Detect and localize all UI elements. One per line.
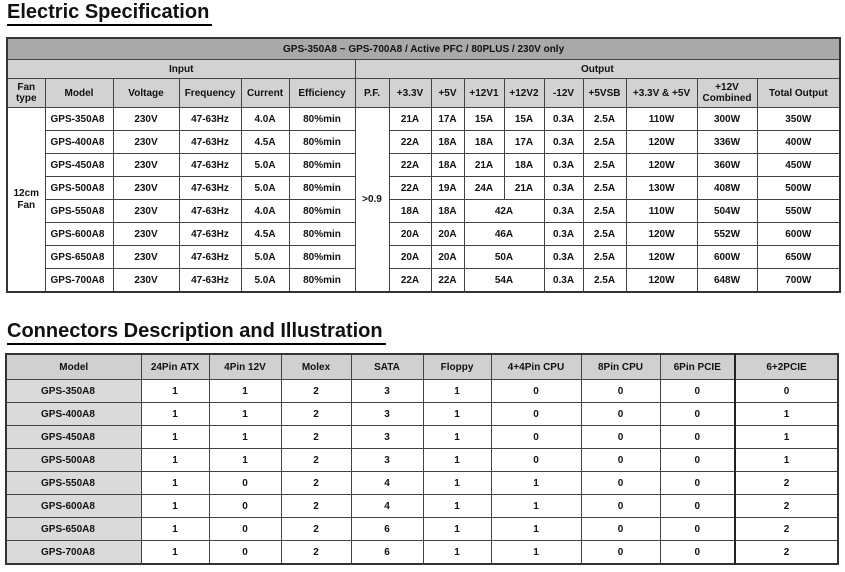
v12-combined-cell: 504W [697,200,757,223]
connector-count-cell: 2 [281,403,351,426]
voltage-cell: 230V [113,108,179,131]
v12-combined-cell: 648W [697,269,757,293]
connector-header: SATA [351,354,423,380]
connector-count-cell: 0 [209,495,281,518]
connectors-column-headers [6,354,838,380]
connector-count-cell: 1 [141,449,209,472]
spec-row [7,223,840,246]
v33-cell: 21A [389,108,431,131]
spec-header: +12V1 [464,79,504,108]
frequency-cell: 47-63Hz [179,269,241,293]
v12-2-cell: 15A [504,108,544,131]
voltage-cell: 230V [113,223,179,246]
connector-count-cell: 0 [581,518,660,541]
total-output-cell: 350W [757,108,840,131]
connector-count-cell: 0 [581,403,660,426]
connector-model-cell: GPS-700A8 [6,541,141,565]
connector-count-cell: 2 [281,472,351,495]
v5sb-cell: 2.5A [583,200,626,223]
voltage-cell: 230V [113,269,179,293]
connector-count-cell: 2 [735,541,838,565]
v12-combined-rail-cell: 50A [464,246,544,269]
total-output-cell: 600W [757,223,840,246]
connector-count-cell: 0 [491,426,581,449]
connector-row [6,426,838,449]
efficiency-cell: 80%min [289,131,355,154]
v33-cell: 22A [389,269,431,293]
spec-row [7,108,840,131]
v5-cell: 18A [431,131,464,154]
connector-model-cell: GPS-600A8 [6,495,141,518]
spec-banner: GPS-350A8 ~ GPS-700A8 / Active PFC / 80PLUS / 230V only [7,38,840,60]
connector-header: 4Pin 12V [209,354,281,380]
connector-count-cell: 1 [423,541,491,565]
spec-header: -12V [544,79,583,108]
connector-count-cell: 1 [141,518,209,541]
v5-cell: 20A [431,246,464,269]
connector-count-cell: 0 [660,403,735,426]
connector-header: 4+4Pin CPU [491,354,581,380]
connector-count-cell: 2 [281,541,351,565]
connector-header: 6+2PCIE [735,354,838,380]
connector-count-cell: 4 [351,495,423,518]
connector-count-cell: 1 [735,426,838,449]
spec-header: +3.3V & +5V [626,79,697,108]
v12-1-cell: 18A [464,131,504,154]
connector-count-cell: 0 [491,449,581,472]
connector-count-cell: 1 [423,426,491,449]
total-output-cell: 700W [757,269,840,293]
current-cell: 5.0A [241,246,289,269]
v5sb-cell: 2.5A [583,108,626,131]
spec-header: Total Output [757,79,840,108]
connector-count-cell: 0 [491,403,581,426]
model-cell: GPS-400A8 [45,131,113,154]
voltage-cell: 230V [113,154,179,177]
efficiency-cell: 80%min [289,200,355,223]
connector-count-cell: 1 [491,541,581,565]
connector-count-cell: 0 [581,380,660,403]
v5sb-cell: 2.5A [583,154,626,177]
model-cell: GPS-550A8 [45,200,113,223]
connector-count-cell: 1 [141,541,209,565]
neg12-cell: 0.3A [544,154,583,177]
neg12-cell: 0.3A [544,108,583,131]
spec-column-headers [7,79,840,108]
connector-count-cell: 0 [581,472,660,495]
connector-count-cell: 2 [281,495,351,518]
v33-v5-cell: 120W [626,131,697,154]
connector-count-cell: 0 [581,449,660,472]
connector-count-cell: 1 [423,518,491,541]
v33-cell: 22A [389,154,431,177]
electric-spec-table [6,37,841,293]
connector-count-cell: 0 [660,472,735,495]
spec-header: Model [45,79,113,108]
v33-v5-cell: 130W [626,177,697,200]
v12-2-cell: 17A [504,131,544,154]
connector-header: 6Pin PCIE [660,354,735,380]
efficiency-cell: 80%min [289,154,355,177]
spec-header: P.F. [355,79,389,108]
connector-count-cell: 1 [141,472,209,495]
connector-count-cell: 1 [141,426,209,449]
v33-cell: 22A [389,131,431,154]
total-output-cell: 450W [757,154,840,177]
current-cell: 4.0A [241,108,289,131]
v5sb-cell: 2.5A [583,269,626,293]
connector-count-cell: 1 [141,403,209,426]
v5sb-cell: 2.5A [583,177,626,200]
spec-header: +12V2 [504,79,544,108]
connector-model-cell: GPS-650A8 [6,518,141,541]
connector-count-cell: 2 [281,380,351,403]
v5sb-cell: 2.5A [583,223,626,246]
connector-count-cell: 1 [209,403,281,426]
efficiency-cell: 80%min [289,269,355,293]
connector-count-cell: 0 [660,449,735,472]
connector-header: 24Pin ATX [141,354,209,380]
neg12-cell: 0.3A [544,223,583,246]
spec-header: Current [241,79,289,108]
v12-combined-cell: 336W [697,131,757,154]
spec-header: +5V [431,79,464,108]
v12-combined-rail-cell: 42A [464,200,544,223]
v12-combined-cell: 600W [697,246,757,269]
current-cell: 5.0A [241,154,289,177]
v33-v5-cell: 120W [626,223,697,246]
connector-count-cell: 2 [281,449,351,472]
connector-count-cell: 0 [209,518,281,541]
efficiency-cell: 80%min [289,177,355,200]
connector-count-cell: 0 [581,495,660,518]
neg12-cell: 0.3A [544,269,583,293]
v12-2-cell: 21A [504,177,544,200]
v33-v5-cell: 110W [626,108,697,131]
connector-count-cell: 1 [209,426,281,449]
neg12-cell: 0.3A [544,177,583,200]
connector-row [6,380,838,403]
connector-count-cell: 0 [660,495,735,518]
model-cell: GPS-450A8 [45,154,113,177]
connector-count-cell: 1 [209,380,281,403]
connector-count-cell: 1 [491,472,581,495]
connector-header: Molex [281,354,351,380]
connectors-body [6,380,838,565]
connector-row [6,541,838,565]
connector-count-cell: 2 [735,495,838,518]
connector-count-cell: 0 [209,472,281,495]
connector-count-cell: 4 [351,472,423,495]
v5sb-cell: 2.5A [583,131,626,154]
frequency-cell: 47-63Hz [179,131,241,154]
frequency-cell: 47-63Hz [179,223,241,246]
neg12-cell: 0.3A [544,200,583,223]
efficiency-cell: 80%min [289,246,355,269]
v5-cell: 19A [431,177,464,200]
v12-1-cell: 21A [464,154,504,177]
v12-1-cell: 15A [464,108,504,131]
current-cell: 4.5A [241,223,289,246]
frequency-cell: 47-63Hz [179,246,241,269]
v33-v5-cell: 120W [626,246,697,269]
connector-count-cell: 3 [351,449,423,472]
v12-combined-cell: 408W [697,177,757,200]
connector-count-cell: 3 [351,426,423,449]
connector-count-cell: 0 [660,541,735,565]
connector-count-cell: 1 [423,495,491,518]
frequency-cell: 47-63Hz [179,177,241,200]
connector-count-cell: 1 [423,472,491,495]
connector-count-cell: 0 [581,426,660,449]
v12-combined-cell: 300W [697,108,757,131]
spec-row [7,200,840,223]
total-output-cell: 550W [757,200,840,223]
frequency-cell: 47-63Hz [179,200,241,223]
connector-count-cell: 1 [423,449,491,472]
connector-model-cell: GPS-450A8 [6,426,141,449]
connector-count-cell: 1 [491,495,581,518]
v12-combined-rail-cell: 54A [464,269,544,293]
connector-model-cell: GPS-350A8 [6,380,141,403]
connector-model-cell: GPS-550A8 [6,472,141,495]
spec-body [7,108,840,293]
connector-row [6,449,838,472]
model-cell: GPS-600A8 [45,223,113,246]
connector-model-cell: GPS-500A8 [6,449,141,472]
efficiency-cell: 80%min [289,108,355,131]
connector-count-cell: 0 [660,518,735,541]
connector-count-cell: 0 [735,380,838,403]
v33-cell: 18A [389,200,431,223]
connector-count-cell: 2 [735,518,838,541]
connector-count-cell: 0 [660,426,735,449]
connector-count-cell: 0 [491,380,581,403]
frequency-cell: 47-63Hz [179,108,241,131]
input-group-header: Input [7,60,355,79]
connector-count-cell: 1 [141,495,209,518]
spec-header: Frequency [179,79,241,108]
connector-count-cell: 2 [735,472,838,495]
spec-row [7,154,840,177]
connector-row [6,472,838,495]
model-cell: GPS-350A8 [45,108,113,131]
model-cell: GPS-700A8 [45,269,113,293]
spec-header: Efficiency [289,79,355,108]
connector-count-cell: 2 [281,518,351,541]
v33-v5-cell: 120W [626,154,697,177]
v33-v5-cell: 120W [626,269,697,293]
connector-count-cell: 0 [209,541,281,565]
v12-combined-cell: 552W [697,223,757,246]
output-group-header: Output [355,60,840,79]
v33-cell: 22A [389,177,431,200]
model-cell: GPS-650A8 [45,246,113,269]
connector-count-cell: 6 [351,541,423,565]
v12-2-cell: 18A [504,154,544,177]
total-output-cell: 400W [757,131,840,154]
spec-row [7,177,840,200]
connector-count-cell: 1 [735,403,838,426]
connector-count-cell: 1 [491,518,581,541]
connector-row [6,495,838,518]
v5sb-cell: 2.5A [583,246,626,269]
connector-count-cell: 1 [423,403,491,426]
spec-header: Fan type [7,79,45,108]
electric-spec-title: Electric Specification [7,1,212,26]
connectors-title: Connectors Description and Illustration [7,320,386,345]
v33-cell: 20A [389,246,431,269]
v12-combined-cell: 360W [697,154,757,177]
total-output-cell: 500W [757,177,840,200]
spec-row [7,269,840,293]
neg12-cell: 0.3A [544,131,583,154]
connector-model-cell: GPS-400A8 [6,403,141,426]
voltage-cell: 230V [113,200,179,223]
connector-row [6,403,838,426]
current-cell: 4.0A [241,200,289,223]
v5-cell: 20A [431,223,464,246]
pf-cell: >0.9 [355,108,389,293]
fan-type-cell: 12cm Fan [7,108,45,293]
current-cell: 5.0A [241,177,289,200]
spec-row [7,246,840,269]
connector-count-cell: 3 [351,380,423,403]
current-cell: 4.5A [241,131,289,154]
voltage-cell: 230V [113,131,179,154]
v5-cell: 17A [431,108,464,131]
connector-count-cell: 3 [351,403,423,426]
spec-header: +3.3V [389,79,431,108]
connector-count-cell: 1 [141,380,209,403]
connector-count-cell: 6 [351,518,423,541]
current-cell: 5.0A [241,269,289,293]
v5-cell: 22A [431,269,464,293]
connectors-table [5,353,839,565]
v12-combined-rail-cell: 46A [464,223,544,246]
spec-header: +5VSB [583,79,626,108]
spec-header: Voltage [113,79,179,108]
v5-cell: 18A [431,200,464,223]
neg12-cell: 0.3A [544,246,583,269]
v12-1-cell: 24A [464,177,504,200]
v33-cell: 20A [389,223,431,246]
connector-header: 8Pin CPU [581,354,660,380]
v5-cell: 18A [431,154,464,177]
voltage-cell: 230V [113,177,179,200]
connector-count-cell: 1 [209,449,281,472]
voltage-cell: 230V [113,246,179,269]
frequency-cell: 47-63Hz [179,154,241,177]
connector-count-cell: 0 [581,541,660,565]
connector-header: Model [6,354,141,380]
spec-row [7,131,840,154]
efficiency-cell: 80%min [289,223,355,246]
connector-count-cell: 0 [660,380,735,403]
v33-v5-cell: 110W [626,200,697,223]
connector-count-cell: 1 [423,380,491,403]
connector-count-cell: 1 [735,449,838,472]
total-output-cell: 650W [757,246,840,269]
model-cell: GPS-500A8 [45,177,113,200]
spec-header: +12V Combined [697,79,757,108]
connector-count-cell: 2 [281,426,351,449]
connector-header: Floppy [423,354,491,380]
connector-row [6,518,838,541]
